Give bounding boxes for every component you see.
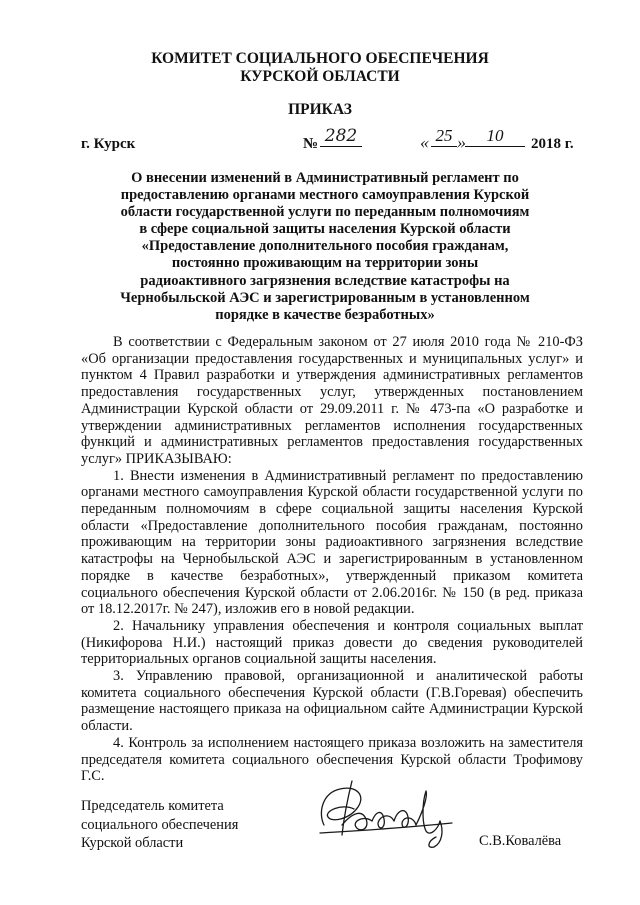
subject-line: «Предоставление дополнительного пособия гражданам, <box>141 238 509 255</box>
body-paragraph-item-1: 1. Внести изменения в Административный регламент по предоставлению органами местного самоуправления Курской области государственной услуги по переданным полномочиям в сфере социальной защиты населения Курской области «Предоставление дополнительного пособия гражданам, постоянно проживающим на территории зоны радиоактивного загрязнения вследствие катастрофы на Чернобыльской АЭС и зарегистрированным в установленном порядке в качестве безработных», утвержденный приказом комитета социального обеспечения Курской области от 2.06.2016г. № 150 (в ред. приказа от 18.12.2017г. № 247), изложив его в новой редакции. <box>81 467 583 618</box>
subject-line: области государственной услуги по переданным полномочиям <box>120 204 530 221</box>
body-paragraph-preamble: В соответствии с Федеральным законом от 27 июля 2010 года № 210-ФЗ «Об организации предоставления государственных и муниципальных услуг» и пунктом 4 Правил разработки и утверждения административных регламентов предоставления государственных услуг, утвержденных постановлением Администрации Курской области от 29.09.2011 г. № 473-па «О разработке и утверждении административных регламентов исполнения государственных функций и административных регламентов предоставления государственных услуг» ПРИКАЗЫВАЮ: <box>81 334 583 467</box>
date-month: 10 <box>465 126 525 147</box>
order-body <box>81 334 583 785</box>
signatory-name: С.В.Ковалёва <box>479 833 562 849</box>
date-close-quote: » <box>457 132 466 152</box>
subject-line: предоставлению органами местного самоуправления Курской <box>120 187 530 204</box>
position-line-3: Курской области <box>81 835 184 851</box>
body-paragraph-item-3: 3. Управлению правовой, организационной и аналитической работы комитета социального обеспечения Курской области (Г.В.Горевая) обеспечить размещение настоящего приказа на официальном сайте Администрации Курской области. <box>81 668 583 735</box>
position-line-2: социального обеспечения <box>81 816 239 833</box>
org-line-1: КОМИТЕТ СОЦИАЛЬНОГО ОБЕСПЕЧЕНИЯ <box>151 50 489 67</box>
date-year: 2018 г. <box>531 136 574 152</box>
subject-line: постоянно проживающим на территории зоны <box>171 255 479 272</box>
subject-line: радиоактивного загрязнения вследствие катастрофы на <box>140 272 510 289</box>
subject-line: Чернобыльской АЭС и зарегистрированным в установленном <box>120 289 530 306</box>
subject-line: О внесении изменений в Административный регламент по <box>131 170 519 186</box>
body-paragraph-item-4: 4. Контроль за исполнением настоящего приказа возложить на заместителя председателя комитета социального обеспечения Курской области Трофимову Г.С. <box>81 734 583 785</box>
subject-line: в сфере социальной защиты населения Курской области <box>139 221 511 238</box>
order-number-label: № <box>303 136 319 152</box>
city: г. Курск <box>81 136 136 152</box>
position-line-1: Председатель комитета <box>81 798 224 814</box>
signatory-position <box>81 797 238 853</box>
org-line-2: КУРСКОЙ ОБЛАСТИ <box>240 68 400 85</box>
date-open-quote: « <box>420 132 429 152</box>
order-subject <box>100 170 550 324</box>
organization-name <box>0 50 640 86</box>
document-type: ПРИКАЗ <box>288 101 352 118</box>
subject-line: порядке в качестве безработных» <box>215 306 435 323</box>
handwritten-signature-icon <box>312 773 462 853</box>
body-paragraph-item-2: 2. Начальнику управления обеспечения и контроля социальных выплат (Никифорова Н.И.) настоящий приказ довести до сведения руководителей территориальных органов социальной защиты населения. <box>81 617 583 668</box>
date-day: 25 <box>431 126 457 147</box>
order-number: 282 <box>320 126 362 147</box>
